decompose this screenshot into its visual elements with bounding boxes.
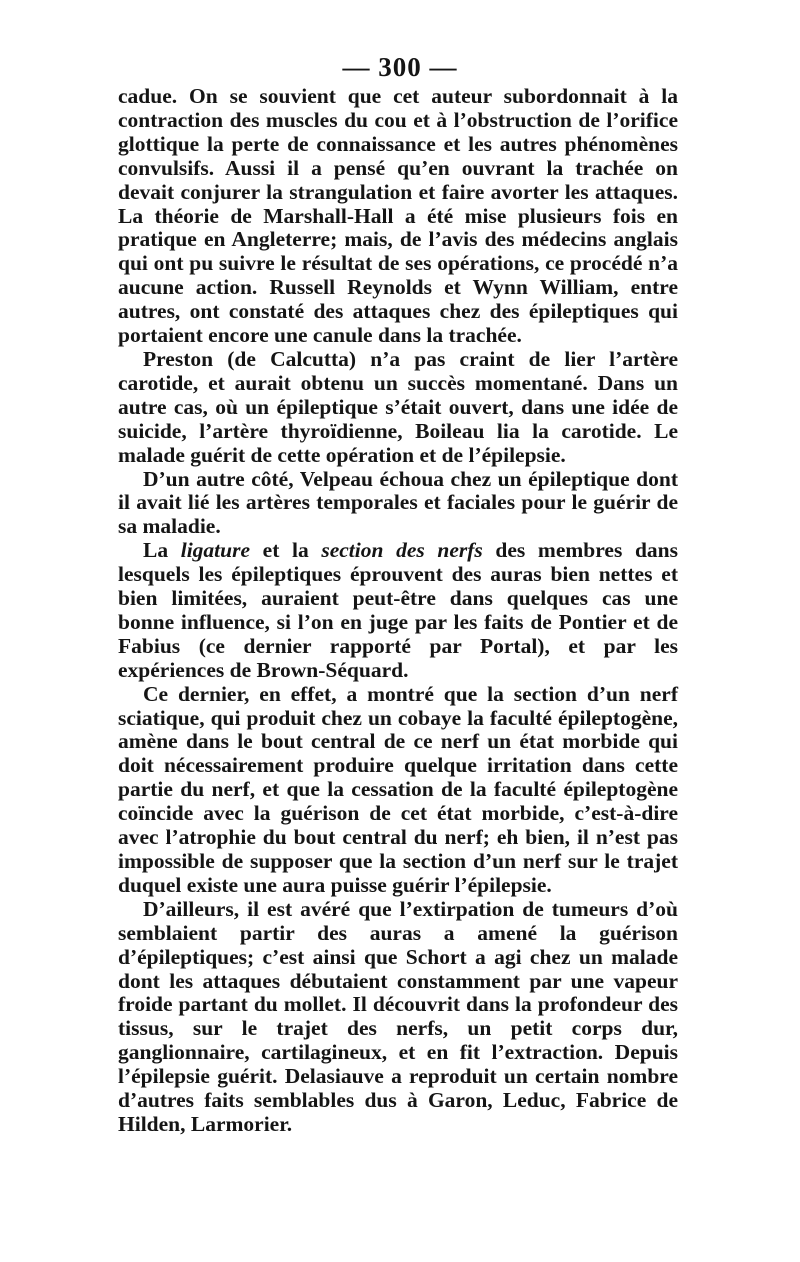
page-number: — 300 —: [342, 52, 458, 82]
italic-ligature: ligature: [180, 538, 251, 563]
paragraph-3: D’un autre côté, Velpeau échoua chez un épileptique dont il avait lié les artères temporales et faciales pour le guérir de sa maladie.: [118, 466, 678, 539]
paragraph-4-rest: des membres dans lesquels les épileptiques éprouvent des auras bien nettes et bien limitées, auraient peut-être dans quelques cas une bonne influence, si l’on en juge par les faits de Pontier et de Fabius (ce dernier rapporté par Portal), et par les expériences de Brown-Séquard.: [118, 538, 678, 682]
paragraph-4-lead: La: [143, 538, 181, 563]
paragraph-5: Ce dernier, en effet, a montré que la section d’un nerf sciatique, qui produit chez un cobaye la faculté épileptogène, amène dans le bout central de ce nerf un état morbide qui doit nécessairement produire quelque irritation dans cette partie du nerf, et que la cessation de la faculté épileptogène coïncide avec la guérison de cet état morbide, c’est-à-dire avec l’atrophie du bout central du nerf; eh bien, il n’est pas impossible de supposer que la section d’un nerf sur le trajet duquel existe une aura puisse guérir l’épilepsie.: [118, 681, 678, 897]
italic-section-des-nerfs: section des nerfs: [321, 538, 483, 563]
paragraph-6: D’ailleurs, il est avéré que l’extirpation de tumeurs d’où semblaient partir des auras a amené la guérison d’épileptiques; c’est ainsi que Schort a agi chez un malade dont les attaques débutaient constamment par une vapeur froide partant du mollet. Il découvrit dans la profondeur des tissus, sur le trajet des nerfs, un petit corps dur, ganglionnaire, cartilagineux, et en fit l’extraction. Depuis l’épilepsie guérit. Delasiauve a reproduit un certain nombre d’autres faits semblables dus à Garon, Leduc, Fabrice de Hilden, Larmorier.: [118, 896, 678, 1136]
paragraph-4: [118, 539, 678, 682]
paragraph-4-between: et la: [250, 538, 322, 563]
paragraph-2: Preston (de Calcutta) n’a pas craint de lier l’artère carotide, et aurait obtenu un succès momentané. Dans un autre cas, où un épileptique s’était ouvert, dans une idée de suicide, l’artère thyroïdienne, Boileau lia la carotide. Le malade guérit de cette opération et de l’épilepsie.: [118, 346, 678, 467]
paragraph-1: cadue. On se souvient que cet auteur subordonnait à la contraction des muscles du cou et à l’obstruction de l’orifice glottique la perte de connaissance et les autres phénomènes convulsifs. Aussi il a pensé qu’en ouvrant la trachée on devait conjurer la strangulation et faire avorter les attaques. La théorie de Marshall-Hall a été mise plusieurs fois en pratique en Angleterre; mais, de l’avis des médecins anglais qui ont pu suivre le résultat de ses opérations, ce procédé n’a aucune action. Russell Reynolds et Wynn William, entre autres, ont constaté des attaques chez des épileptiques qui portaient encore une canule dans la trachée.: [118, 84, 678, 348]
page-body: [118, 85, 678, 1137]
